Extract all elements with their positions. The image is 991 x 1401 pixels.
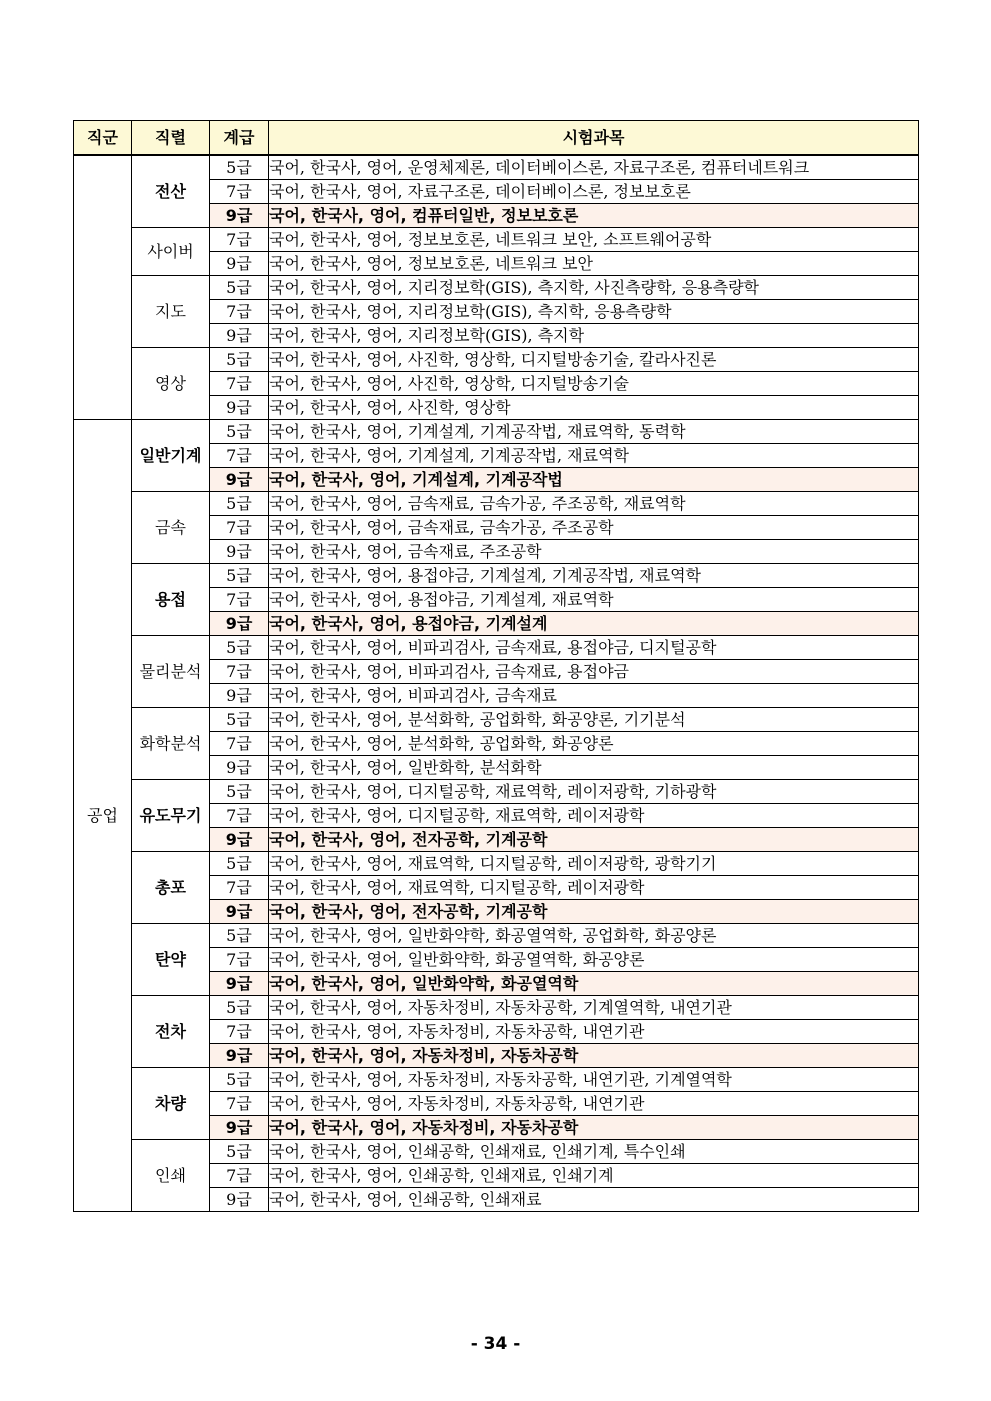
grade-cell: 9급 (210, 1115, 269, 1139)
subjects-cell: 국어, 한국사, 영어, 용접야금, 기계설계 (269, 611, 919, 635)
grade-cell: 9급 (210, 323, 269, 347)
subjects-cell: 국어, 한국사, 영어, 기계설계, 기계공작법, 재료역학 (269, 443, 919, 467)
subjects-cell: 국어, 한국사, 영어, 재료역학, 디지털공학, 레이저광학 (269, 875, 919, 899)
table-row (74, 707, 919, 731)
grade-cell: 9급 (210, 611, 269, 635)
grade-cell: 5급 (210, 419, 269, 443)
job-series-cell: 화학분석 (132, 707, 210, 779)
subjects-cell: 국어, 한국사, 영어, 금속재료, 주조공학 (269, 539, 919, 563)
job-series-cell: 탄약 (132, 923, 210, 995)
grade-cell: 7급 (210, 515, 269, 539)
grade-cell: 7급 (210, 587, 269, 611)
job-group-cell: 공업 (74, 419, 132, 1211)
subjects-cell: 국어, 한국사, 영어, 용접야금, 기계설계, 재료역학 (269, 587, 919, 611)
header-exam-subjects: 시험과목 (269, 121, 919, 155)
subjects-cell: 국어, 한국사, 영어, 사진학, 영상학, 디지털방송기술, 칼라사진론 (269, 347, 919, 371)
job-series-cell: 유도무기 (132, 779, 210, 851)
grade-cell: 9급 (210, 203, 269, 227)
subjects-cell: 국어, 한국사, 영어, 운영체제론, 데이터베이스론, 자료구조론, 컴퓨터네트워크 (269, 155, 919, 180)
job-series-cell: 인쇄 (132, 1139, 210, 1211)
grade-cell: 7급 (210, 1019, 269, 1043)
subjects-cell: 국어, 한국사, 영어, 자동차정비, 자동차공학 (269, 1115, 919, 1139)
grade-cell: 9급 (210, 683, 269, 707)
subjects-cell: 국어, 한국사, 영어, 비파괴검사, 금속재료, 용접야금, 디지털공학 (269, 635, 919, 659)
table-row (74, 227, 919, 251)
grade-cell: 7급 (210, 875, 269, 899)
subjects-cell: 국어, 한국사, 영어, 자동차정비, 자동차공학, 내연기관 (269, 1019, 919, 1043)
grade-cell: 9급 (210, 1043, 269, 1067)
table-row (74, 419, 919, 443)
subjects-cell: 국어, 한국사, 영어, 지리정보학(GIS), 측지학, 응용측량학 (269, 299, 919, 323)
subjects-cell: 국어, 한국사, 영어, 일반화약학, 화공열역학, 화공양론 (269, 947, 919, 971)
subjects-cell: 국어, 한국사, 영어, 자료구조론, 데이터베이스론, 정보보호론 (269, 179, 919, 203)
table-row (74, 1139, 919, 1163)
table-row (74, 155, 919, 180)
header-row (74, 121, 919, 155)
grade-cell: 9급 (210, 755, 269, 779)
grade-cell: 5급 (210, 491, 269, 515)
grade-cell: 5급 (210, 635, 269, 659)
grade-cell: 7급 (210, 443, 269, 467)
job-series-cell: 물리분석 (132, 635, 210, 707)
grade-cell: 9급 (210, 467, 269, 491)
grade-cell: 5급 (210, 563, 269, 587)
job-series-cell: 용접 (132, 563, 210, 635)
job-group-cell (74, 155, 132, 420)
table-row (74, 1067, 919, 1091)
job-series-cell: 전산 (132, 155, 210, 228)
subjects-cell: 국어, 한국사, 영어, 지리정보학(GIS), 측지학 (269, 323, 919, 347)
grade-cell: 9급 (210, 899, 269, 923)
subjects-cell: 국어, 한국사, 영어, 지리정보학(GIS), 측지학, 사진측량학, 응용측량학 (269, 275, 919, 299)
grade-cell: 7급 (210, 803, 269, 827)
subjects-cell: 국어, 한국사, 영어, 사진학, 영상학, 디지털방송기술 (269, 371, 919, 395)
subjects-cell: 국어, 한국사, 영어, 기계설계, 기계공작법, 재료역학, 동력학 (269, 419, 919, 443)
subjects-cell: 국어, 한국사, 영어, 사진학, 영상학 (269, 395, 919, 419)
grade-cell: 5급 (210, 851, 269, 875)
subjects-cell: 국어, 한국사, 영어, 전자공학, 기계공학 (269, 899, 919, 923)
grade-cell: 7급 (210, 227, 269, 251)
grade-cell: 9급 (210, 1187, 269, 1211)
grade-cell: 5급 (210, 1067, 269, 1091)
table-row (74, 851, 919, 875)
header-job-series: 직렬 (132, 121, 210, 155)
grade-cell: 5급 (210, 923, 269, 947)
grade-cell: 7급 (210, 659, 269, 683)
grade-cell: 9급 (210, 971, 269, 995)
subjects-cell: 국어, 한국사, 영어, 인쇄공학, 인쇄재료, 인쇄기계, 특수인쇄 (269, 1139, 919, 1163)
subjects-cell: 국어, 한국사, 영어, 비파괴검사, 금속재료 (269, 683, 919, 707)
grade-cell: 9급 (210, 395, 269, 419)
subjects-cell: 국어, 한국사, 영어, 금속재료, 금속가공, 주조공학, 재료역학 (269, 491, 919, 515)
subjects-cell: 국어, 한국사, 영어, 정보보호론, 네트워크 보안, 소프트웨어공학 (269, 227, 919, 251)
table-row (74, 347, 919, 371)
grade-cell: 5급 (210, 1139, 269, 1163)
table-row (74, 635, 919, 659)
subjects-cell: 국어, 한국사, 영어, 기계설계, 기계공작법 (269, 467, 919, 491)
table-row (74, 491, 919, 515)
grade-cell: 5급 (210, 779, 269, 803)
subjects-cell: 국어, 한국사, 영어, 용접야금, 기계설계, 기계공작법, 재료역학 (269, 563, 919, 587)
subjects-cell: 국어, 한국사, 영어, 일반화약학, 화공열역학, 공업화학, 화공양론 (269, 923, 919, 947)
grade-cell: 9급 (210, 539, 269, 563)
grade-cell: 9급 (210, 827, 269, 851)
grade-cell: 5급 (210, 155, 269, 180)
page-number: - 34 - (470, 1334, 521, 1354)
subjects-cell: 국어, 한국사, 영어, 분석화학, 공업화학, 화공양론, 기기분석 (269, 707, 919, 731)
grade-cell: 7급 (210, 1163, 269, 1187)
subjects-cell: 국어, 한국사, 영어, 분석화학, 공업화학, 화공양론 (269, 731, 919, 755)
grade-cell: 5급 (210, 347, 269, 371)
grade-cell: 7급 (210, 179, 269, 203)
grade-cell: 7급 (210, 731, 269, 755)
subjects-cell: 국어, 한국사, 영어, 인쇄공학, 인쇄재료 (269, 1187, 919, 1211)
grade-cell: 7급 (210, 1091, 269, 1115)
subjects-cell: 국어, 한국사, 영어, 전자공학, 기계공학 (269, 827, 919, 851)
grade-cell: 7급 (210, 299, 269, 323)
grade-cell: 5급 (210, 995, 269, 1019)
job-series-cell: 지도 (132, 275, 210, 347)
subjects-cell: 국어, 한국사, 영어, 정보보호론, 네트워크 보안 (269, 251, 919, 275)
table-row (74, 275, 919, 299)
table-row (74, 779, 919, 803)
subjects-cell: 국어, 한국사, 영어, 자동차정비, 자동차공학 (269, 1043, 919, 1067)
grade-cell: 5급 (210, 275, 269, 299)
grade-cell: 7급 (210, 947, 269, 971)
subjects-cell: 국어, 한국사, 영어, 컴퓨터일반, 정보보호론 (269, 203, 919, 227)
subjects-cell: 국어, 한국사, 영어, 재료역학, 디지털공학, 레이저광학, 광학기기 (269, 851, 919, 875)
job-series-cell: 총포 (132, 851, 210, 923)
subjects-cell: 국어, 한국사, 영어, 디지털공학, 재료역학, 레이저광학 (269, 803, 919, 827)
job-series-cell: 사이버 (132, 227, 210, 275)
table-body (74, 155, 919, 1212)
subjects-cell: 국어, 한국사, 영어, 일반화약학, 화공열역학 (269, 971, 919, 995)
subjects-cell: 국어, 한국사, 영어, 자동차정비, 자동차공학, 내연기관, 기계열역학 (269, 1067, 919, 1091)
subjects-cell: 국어, 한국사, 영어, 비파괴검사, 금속재료, 용접야금 (269, 659, 919, 683)
grade-cell: 7급 (210, 371, 269, 395)
subjects-cell: 국어, 한국사, 영어, 일반화학, 분석화학 (269, 755, 919, 779)
job-series-cell: 전차 (132, 995, 210, 1067)
header-grade: 계급 (210, 121, 269, 155)
subjects-cell: 국어, 한국사, 영어, 인쇄공학, 인쇄재료, 인쇄기계 (269, 1163, 919, 1187)
job-series-cell: 영상 (132, 347, 210, 419)
grade-cell: 9급 (210, 251, 269, 275)
table-row (74, 923, 919, 947)
subjects-cell: 국어, 한국사, 영어, 자동차정비, 자동차공학, 기계열역학, 내연기관 (269, 995, 919, 1019)
grade-cell: 5급 (210, 707, 269, 731)
subjects-cell: 국어, 한국사, 영어, 자동차정비, 자동차공학, 내연기관 (269, 1091, 919, 1115)
job-series-cell: 차량 (132, 1067, 210, 1139)
table-row (74, 563, 919, 587)
subjects-cell: 국어, 한국사, 영어, 디지털공학, 재료역학, 레이저광학, 기하광학 (269, 779, 919, 803)
exam-subjects-table (73, 120, 919, 1212)
subjects-cell: 국어, 한국사, 영어, 금속재료, 금속가공, 주조공학 (269, 515, 919, 539)
table-row (74, 995, 919, 1019)
job-series-cell: 일반기계 (132, 419, 210, 491)
header-job-group: 직군 (74, 121, 132, 155)
job-series-cell: 금속 (132, 491, 210, 563)
